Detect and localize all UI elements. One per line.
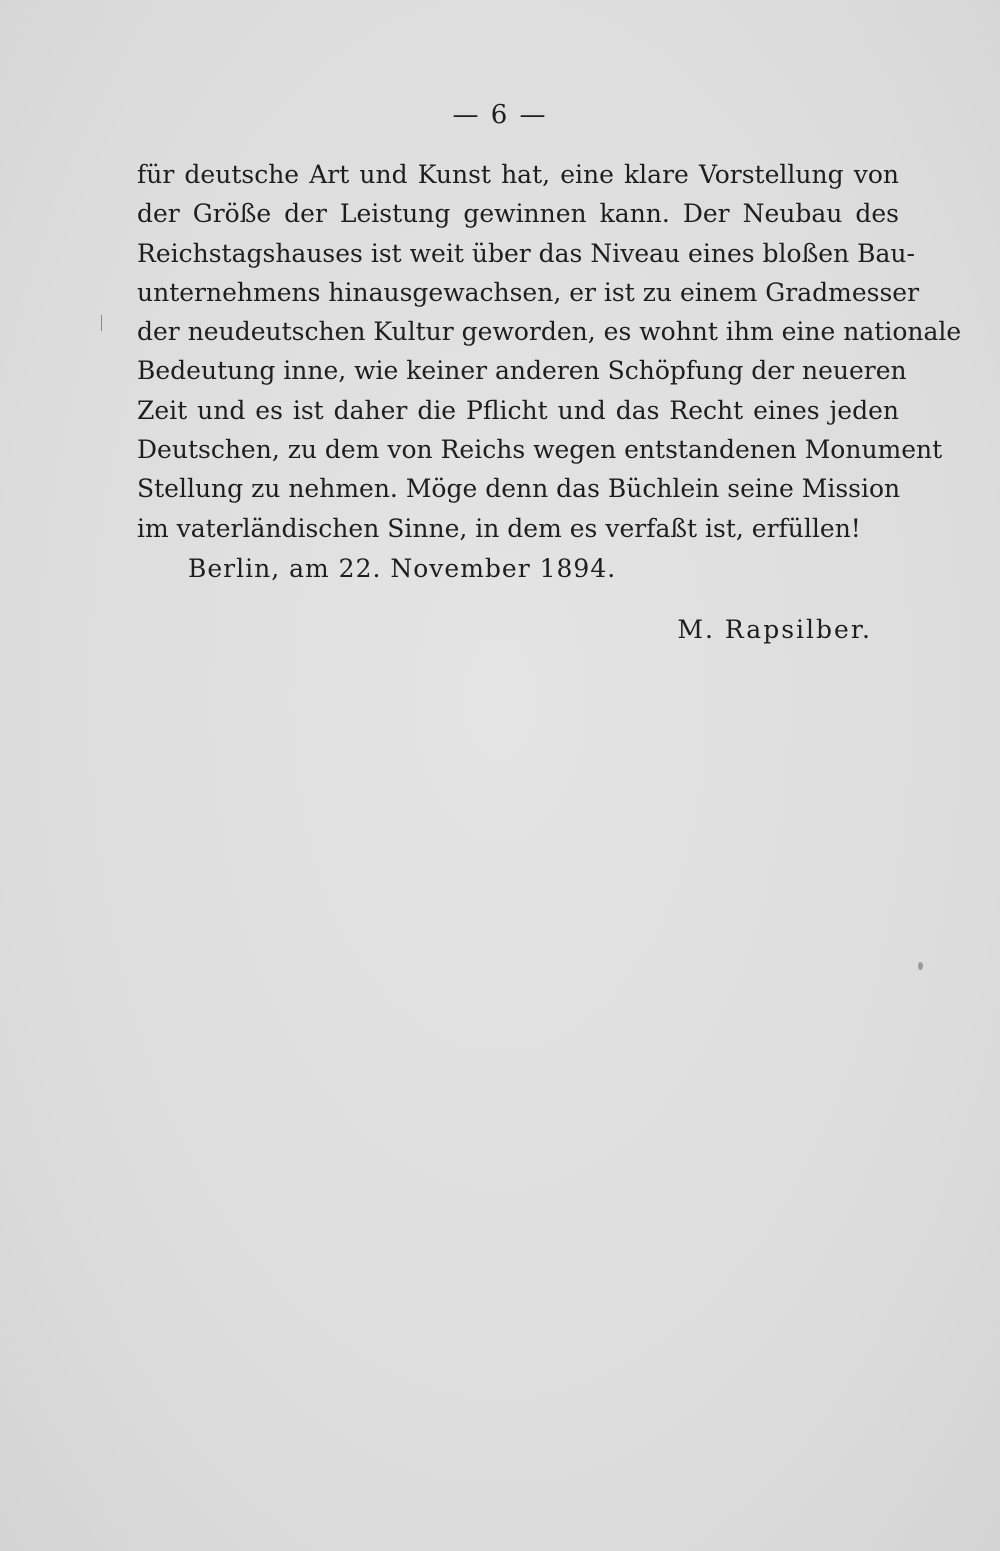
text-line: für deutsche Art und Kunst hat, eine klare Vorstellung von bbox=[137, 160, 899, 189]
text-line: unternehmens hinausgewachsen, er ist zu einem Gradmesser bbox=[137, 277, 920, 307]
text-line: der Größe der Leistung gewinnen kann. Der Neubau des bbox=[137, 199, 899, 229]
text-line: Bedeutung inne, wie keiner anderen Schöpfung der neueren bbox=[137, 356, 907, 386]
text-line: Reichstagshauses ist weit über das Niveau eines bloßen Bau- bbox=[137, 238, 915, 268]
page-number: — 6 — bbox=[452, 100, 548, 130]
margin-mark bbox=[101, 315, 102, 331]
text-line: Zeit und es ist daher die Pflicht und das Recht eines jeden bbox=[137, 395, 899, 425]
text-line: der neudeutschen Kultur geworden, es wohnt ihm eine nationale bbox=[137, 317, 962, 347]
author-signature: M. Rapsilber. bbox=[677, 615, 872, 644]
text-line: Stellung zu nehmen. Möge denn das Büchlein seine Mission bbox=[137, 474, 901, 504]
dateline: Berlin, am 22. November 1894. bbox=[188, 554, 617, 583]
text-line-last: im vaterländischen Sinne, in dem es verfaßt ist, erfüllen! bbox=[137, 513, 861, 543]
text-line: Deutschen, zu dem von Reichs wegen entstandenen Monument bbox=[137, 435, 943, 465]
body-text bbox=[137, 155, 962, 548]
paper-speck bbox=[918, 962, 923, 970]
